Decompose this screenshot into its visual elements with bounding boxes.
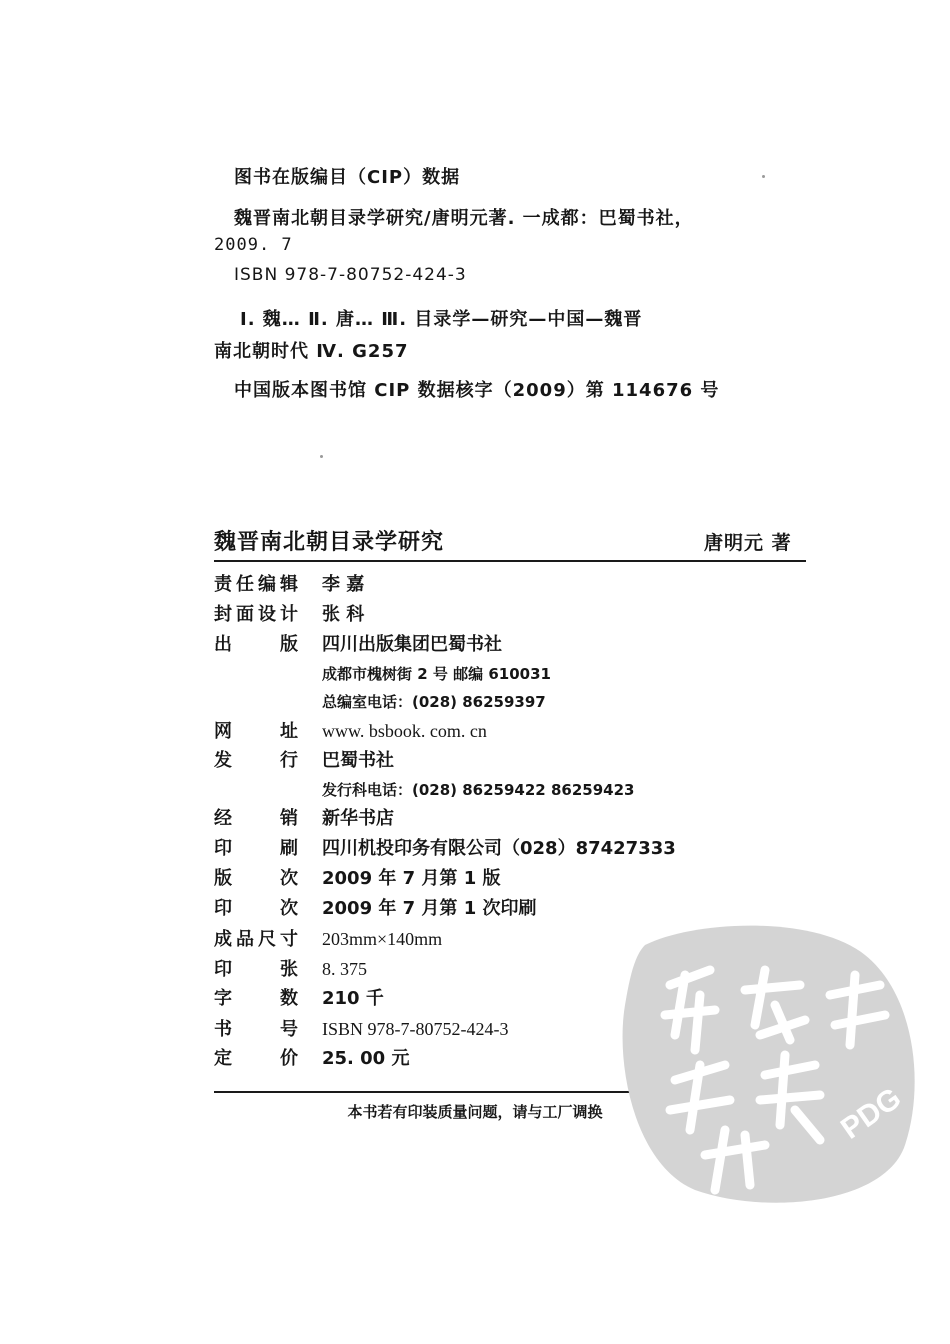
cip-title-line: 魏晋南北朝目录学研究/唐明元著. 一成都：巴蜀书社，: [234, 208, 694, 229]
row-publisher: [214, 630, 806, 660]
row-label: 封 面 设 计: [214, 604, 298, 625]
cip-date-line: 2009. 7: [214, 235, 293, 255]
row-label: 书 号: [214, 1019, 298, 1040]
retailer-value: 新华书店: [322, 808, 394, 829]
row-address: [214, 660, 806, 688]
distributor-value: 巴蜀书社: [322, 750, 394, 771]
cip-record-number: 中国版本图书馆 CIP 数据核字（2009）第 114676 号: [234, 380, 720, 401]
sheets-value: 8. 375: [322, 959, 367, 979]
cover-design-value: 张 科: [322, 604, 365, 625]
row-edition: [214, 864, 806, 894]
row-printer: [214, 834, 806, 864]
row-label: 网 址: [214, 721, 298, 742]
scan-speck: [762, 175, 765, 178]
watermark-text: PDG: [835, 1081, 908, 1146]
publisher-value: 四川出版集团巴蜀书社: [322, 634, 502, 655]
row-distributor: [214, 746, 806, 776]
printing-value: 2009 年 7 月第 1 次印刷: [322, 898, 537, 919]
editor-value: 李 嘉: [322, 574, 365, 595]
edition-value: 2009 年 7 月第 1 版: [322, 868, 501, 889]
row-label: 发 行: [214, 750, 298, 771]
row-label: 印 次: [214, 898, 298, 919]
book-title: 魏晋南北朝目录学研究: [214, 530, 445, 555]
price-value: 25. 00 元: [322, 1048, 410, 1069]
printer-value: 四川机投印务有限公司（028）87427333: [322, 838, 676, 859]
cip-isbn-line: ISBN 978-7-80752-424-3: [234, 265, 467, 285]
row-label: 版 次: [214, 868, 298, 889]
row-label: 出 版: [214, 634, 298, 655]
cip-subject-line: Ⅰ. 魏… Ⅱ. 唐… Ⅲ. 目录学—研究—中国—魏晋: [240, 309, 643, 330]
size-value: 203mm×140mm: [322, 929, 443, 949]
isbn-value: ISBN 978-7-80752-424-3: [322, 1019, 509, 1039]
row-label: 定 价: [214, 1048, 298, 1069]
row-distribution-phone: [214, 776, 806, 804]
seal-shape: [623, 926, 915, 1203]
row-label: 字 数: [214, 988, 298, 1009]
publisher-address: 成都市槐树街 2 号 邮编 610031: [322, 665, 551, 683]
cip-heading: 图书在版编目（CIP）数据: [234, 167, 461, 188]
row-label: 印 张: [214, 959, 298, 980]
row-retailer: [214, 804, 806, 834]
row-label: 成 品 尺 寸: [214, 929, 298, 950]
row-editor: [214, 570, 806, 600]
word-count-value: 210 千: [322, 988, 384, 1009]
office-phone: 总编室电话：(028) 86259397: [322, 693, 546, 711]
watermark-seal: [615, 915, 930, 1215]
cip-subject-line-continued: 南北朝时代 Ⅳ. G257: [214, 341, 409, 362]
row-label: 经 销: [214, 808, 298, 829]
scan-speck: [320, 455, 323, 458]
distribution-phone: 发行科电话：(028) 86259422 86259423: [322, 781, 635, 799]
book-author: 唐明元 著: [704, 532, 792, 554]
title-divider: [214, 560, 806, 562]
row-label: 责 任 编 辑: [214, 574, 298, 595]
row-label: 印 刷: [214, 838, 298, 859]
row-website: [214, 716, 806, 746]
row-office-phone: [214, 688, 806, 716]
website-value: www. bsbook. com. cn: [322, 721, 487, 741]
footer-note: 本书若有印装质量问题，请与工厂调换: [347, 1103, 603, 1121]
row-cover-design: [214, 600, 806, 630]
